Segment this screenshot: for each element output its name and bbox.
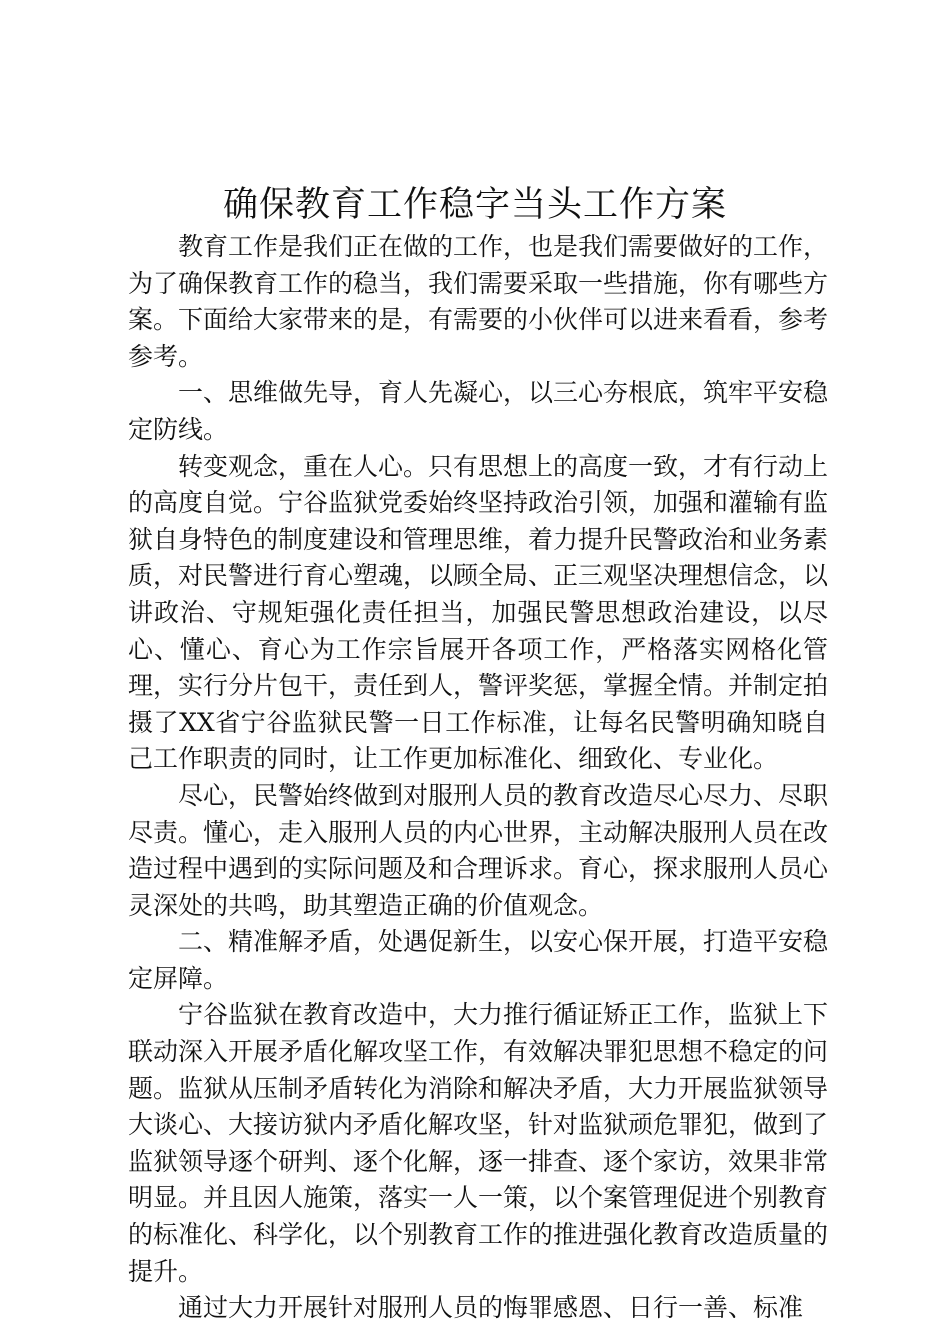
paragraph-conflict-resolution: 宁谷监狱在教育改造中，大力推行循证矫正工作，监狱上下联动深入开展矛盾化解攻坚工作，有效解决罪犯思想不稳定的问题。监狱从压制矛盾转化为消除和解决矛盾，大力开展监狱领导大谈心、大接访狱内矛盾化解攻坚，针对监狱顽危罪犯，做到了监狱领导逐个研判、逐个化解，逐一排查、逐个家访，效果非常明显。并且因人施策，落实一人一策，以个案管理促进个别教育的标准化、科学化，以个别教育工作的推进强化教育改造质量的提升。 [128,1000,829,1286]
paragraph-continuation: 通过大力开展针对服刑人员的悔罪感恩、日行一善、标准 [178,1293,804,1323]
section-heading-2: 二、精准解矛盾，处遇促新生，以安心保开展，打造平安稳定屏障。 [128,927,829,993]
paragraph-mindset: 转变观念，重在人心。只有思想上的高度一致，才有行动上的高度自觉。宁谷监狱党委始终坚持政治引领，加强和灌输有监狱自身特色的制度建设和管理思维，着力提升民警政治和业务素质，对民警进行育心塑魂，以顾全局、正三观坚决理想信念，以讲政治、守规矩强化责任担当，加强民警思想政治建设，以尽心、懂心、育心为工作宗旨展开各项工作，严格落实网格化管理，实行分片包干，责任到人，警评奖惩，掌握全情。并制定拍摄了XX省宁谷监狱民警一日工作标准，让每名民警明确知晓自己工作职责的同时，让工作更加标准化、细致化、专业化。 [128,451,829,774]
document-body [128,229,828,1327]
paragraph-three-hearts: 尽心，民警始终做到对服刑人员的教育改造尽心尽力、尽职尽责。懂心，走入服刑人员的内心世界，主动解决服刑人员在改造过程中遇到的实际问题及和合理诉求。育心，探求服刑人员心灵深处的共鸣，助其塑造正确的价值观念。 [128,780,829,920]
paragraph-intro: 教育工作是我们正在做的工作，也是我们需要做好的工作，为了确保教育工作的稳当，我们需要采取一些措施，你有哪些方案。下面给大家带来的是，有需要的小伙伴可以进来看看，参考参考。 [128,232,829,371]
section-heading-1: 一、思维做先导，育人先凝心，以三心夯根底，筑牢平安稳定防线。 [128,378,829,444]
page-title: 确保教育工作稳字当头工作方案 [222,185,727,225]
